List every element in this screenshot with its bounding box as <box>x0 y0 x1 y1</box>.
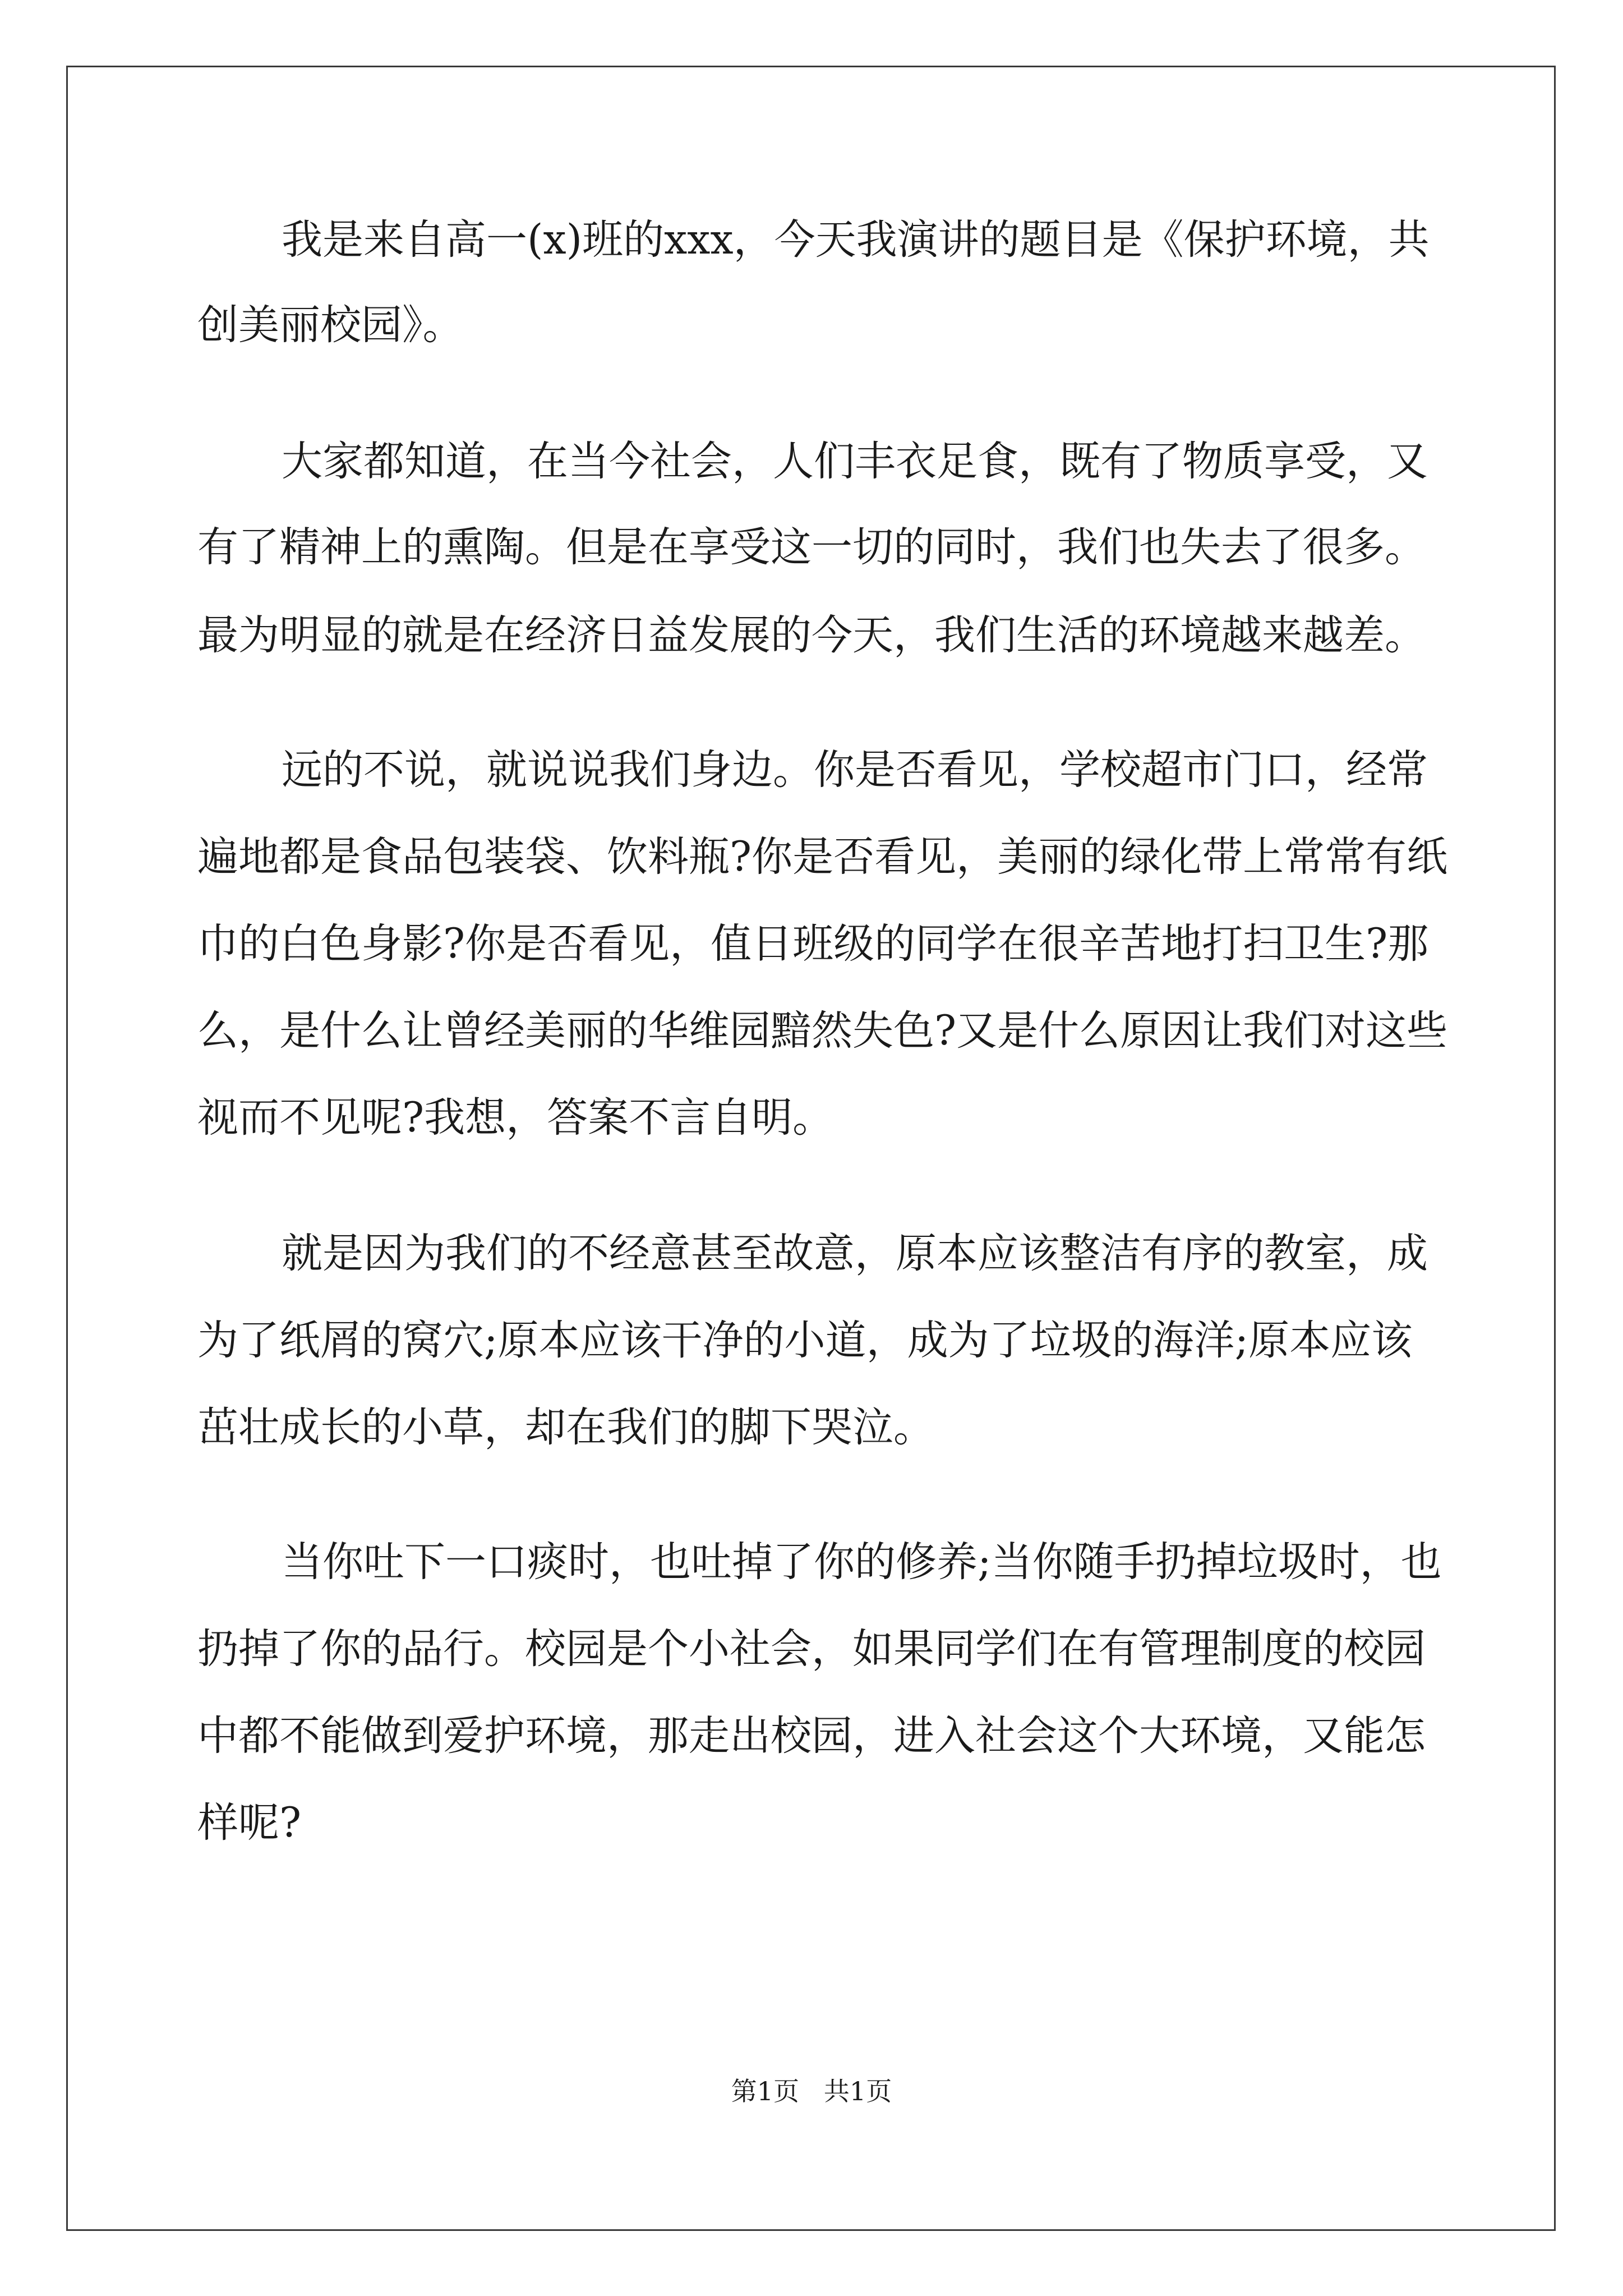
page-border <box>66 66 1556 2231</box>
paragraph-2-line-2: 有了精神上的熏陶。但是在享受这一切的同时，我们也失去了很多。 <box>197 523 1426 571</box>
paragraph-4-line-1: 就是因为我们的不经意甚至故意，原本应该整洁有序的教室，成 <box>282 1230 1428 1277</box>
page-number-footer: 第1页 共1页 <box>731 2076 892 2106</box>
paragraph-5-line-3: 中都不能做到爱护环境，那走出校园，进入社会这个大环境，又能怎 <box>197 1712 1426 1760</box>
paragraph-3-line-3: 巾的白色身影?你是否看见，值日班级的同学在很辛苦地打扫卫生?那 <box>197 920 1429 968</box>
paragraph-5-line-2: 扔掉了你的品行。校园是个小社会，如果同学们在有管理制度的校园 <box>197 1625 1426 1673</box>
paragraph-1-line-1: 我是来自高一(x)班的xxx，今天我演讲的题目是《保护环境，共 <box>282 216 1430 264</box>
paragraph-3-line-2: 遍地都是食品包装袋、饮料瓶?你是否看见，美丽的绿化带上常常有纸 <box>197 833 1448 881</box>
paragraph-3-line-4: 么，是什么让曾经美丽的华维园黯然失色?又是什么原因让我们对这些 <box>197 1007 1448 1055</box>
paragraph-2-line-1: 大家都知道，在当今社会，人们丰衣足食，既有了物质享受，又 <box>282 438 1428 485</box>
paragraph-4-line-2: 为了纸屑的窝穴;原本应该干净的小道，成为了垃圾的海洋;原本应该 <box>197 1317 1413 1364</box>
paragraph-5-line-1: 当你吐下一口痰时，也吐掉了你的修养;当你随手扔掉垃圾时，也 <box>282 1538 1442 1586</box>
paragraph-4-line-3: 茁壮成长的小草，却在我们的脚下哭泣。 <box>197 1404 934 1451</box>
paragraph-3-line-1: 远的不说，就说说我们身边。你是否看见，学校超市门口，经常 <box>282 746 1428 794</box>
paragraph-2-line-3: 最为明显的就是在经济日益发展的今天，我们生活的环境越来越差。 <box>197 611 1426 659</box>
paragraph-3-line-5: 视而不见呢?我想，答案不言自明。 <box>197 1094 834 1142</box>
paragraph-1-line-2: 创美丽校园》。 <box>197 301 464 349</box>
paragraph-5-line-4: 样呢? <box>197 1799 302 1847</box>
